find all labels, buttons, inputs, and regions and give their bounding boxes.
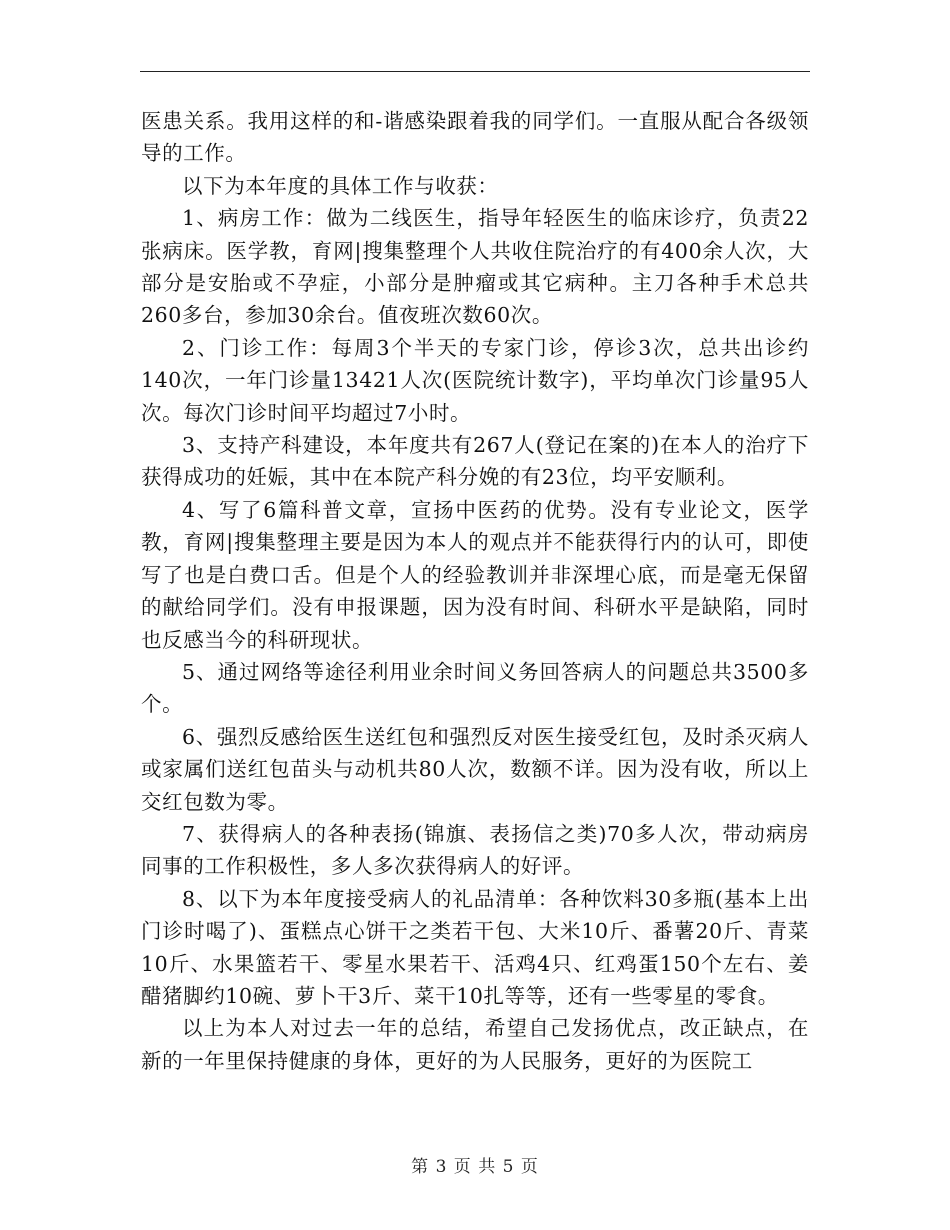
paragraph-conclusion: 以上为本人对过去一年的总结，希望自己发扬优点，改正缺点，在新的一年里保持健康的身体，更好的为人民服务，更好的为医院工 — [141, 1016, 809, 1073]
paragraph-item-6: 6、强烈反感给医生送红包和强烈反对医生接受红包，及时杀灭病人或家属们送红包苗头与动机共80人次，数额不详。因为没有收，所以上交红包数为零。 — [141, 724, 809, 814]
paragraph-item-5: 5、通过网络等途径利用业余时间义务回答病人的问题总共3500多个。 — [141, 659, 809, 717]
paragraph-continuation: 医患关系。我用这样的和-谐感染跟着我的同学们。一直服从配合各级领导的工作。 — [141, 109, 809, 166]
paragraph-item-2: 2、门诊工作：每周3个半天的专家门诊，停诊3次，总共出诊约140次，一年门诊量13421人次(医院统计数字)，平均单次门诊量95人次。每次门诊时间平均超过7小时。 — [141, 335, 809, 425]
header-rule — [140, 71, 810, 72]
paragraph-intro: 以下为本年度的具体工作与收获： — [182, 173, 499, 198]
page-number-footer: 第 3 页 共 5 页 — [411, 1157, 539, 1177]
paragraph-item-7: 7、获得病人的各种表扬(锦旗、表扬信之类)70多人次，带动病房同事的工作积极性，多人多次获得病人的好评。 — [141, 821, 809, 879]
paragraph-item-3: 3、支持产科建设，本年度共有267人(登记在案的)在本人的治疗下获得成功的妊娠，其中在本院产科分娩的有23位，均平安顺利。 — [141, 433, 809, 490]
paragraph-item-8: 8、以下为本年度接受病人的礼品清单：各种饮料30多瓶(基本上出门诊时喝了)、蛋糕点心饼干之类若干包、大米10斤、番薯20斤、青菜10斤、水果篮若干、零星水果若干、活鸡4只、红鸡蛋150个左右、姜醋猪脚约10碗、萝卜干3斤、菜干10扎等等，还有一些零星的零食。 — [141, 886, 809, 1008]
paragraph-item-4: 4、写了6篇科普文章，宣扬中医药的优势。没有专业论文，医学教，育网|搜集整理主要是因为本人的观点并不能获得行内的认可，即使写了也是白费口舌。但是个人的经验教训并非深埋心底，而是毫无保留的献给同学们。没有申报课题，因为没有时间、科研水平是缺陷，同时也反感当今的科研现状。 — [141, 497, 809, 652]
document-body — [141, 105, 809, 1077]
paragraph-item-1: 1、病房工作：做为二线医生，指导年轻医生的临床诊疗，负责22张病床。医学教，育网|搜集整理个人共收住院治疗的有400余人次，大部分是安胎或不孕症，小部分是肿瘤或其它病种。主刀各种手术总共260多台，参加30余台。值夜班次数60次。 — [141, 206, 809, 328]
